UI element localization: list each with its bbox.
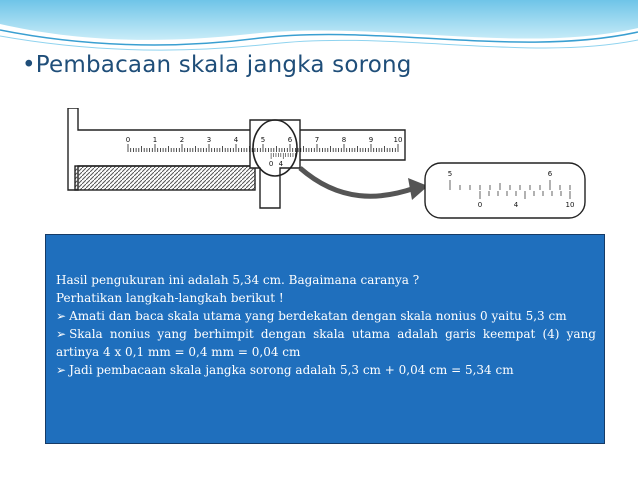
slide-title: •Pembacaan skala jangka sorong — [22, 52, 412, 78]
vernier-caliper-illustration — [50, 108, 590, 228]
step-item — [56, 307, 596, 325]
scale-label: 5 — [447, 170, 453, 178]
measurement-result-text: Hasil pengukuran ini adalah 5,34 cm. Bagaimana caranya ? — [56, 273, 420, 287]
scale-label: 2 — [179, 136, 185, 144]
step-text: Amati dan baca skala utama yang berdekatan dengan skala nonius 0 yaitu 5,3 cm — [69, 309, 567, 323]
scale-label: 8 — [341, 136, 347, 144]
scale-label: 10 — [393, 136, 403, 144]
step-text: Jadi pembacaan skala jangka sorong adalah 5,3 cm + 0,04 cm = 5,34 cm — [69, 363, 514, 377]
arrow-bullet-icon: ➢ — [56, 327, 67, 341]
header-wave-decoration — [0, 0, 638, 60]
instruction-text: Perhatikan langkah-langkah berikut ! — [56, 291, 284, 305]
scale-label: 4 — [233, 136, 239, 144]
explanation-box — [45, 234, 605, 444]
scale-label: 0 — [268, 160, 274, 168]
scale-label: 6 — [547, 170, 553, 178]
step-text: Skala nonius yang berhimpit dengan skala utama adalah garis keempat (4) yang artinya 4 x 0,1 mm = 0,4 mm = 0,04 cm — [56, 327, 596, 359]
scale-label: 5 — [260, 136, 266, 144]
arrow-bullet-icon: ➢ — [56, 309, 67, 323]
zoom-arrow — [300, 168, 415, 196]
scale-label: 4 — [278, 160, 284, 168]
scale-label: 6 — [287, 136, 293, 144]
scale-label: 0 — [125, 136, 131, 144]
scale-label: 4 — [513, 201, 519, 209]
scale-label: 0 — [477, 201, 483, 209]
scale-label: 3 — [206, 136, 212, 144]
scale-label: 10 — [565, 201, 575, 209]
scale-label: 9 — [368, 136, 374, 144]
scale-label: 1 — [152, 136, 158, 144]
arrow-bullet-icon: ➢ — [56, 363, 67, 377]
scale-label: 7 — [314, 136, 320, 144]
step-item — [56, 325, 596, 361]
step-item — [56, 361, 596, 379]
